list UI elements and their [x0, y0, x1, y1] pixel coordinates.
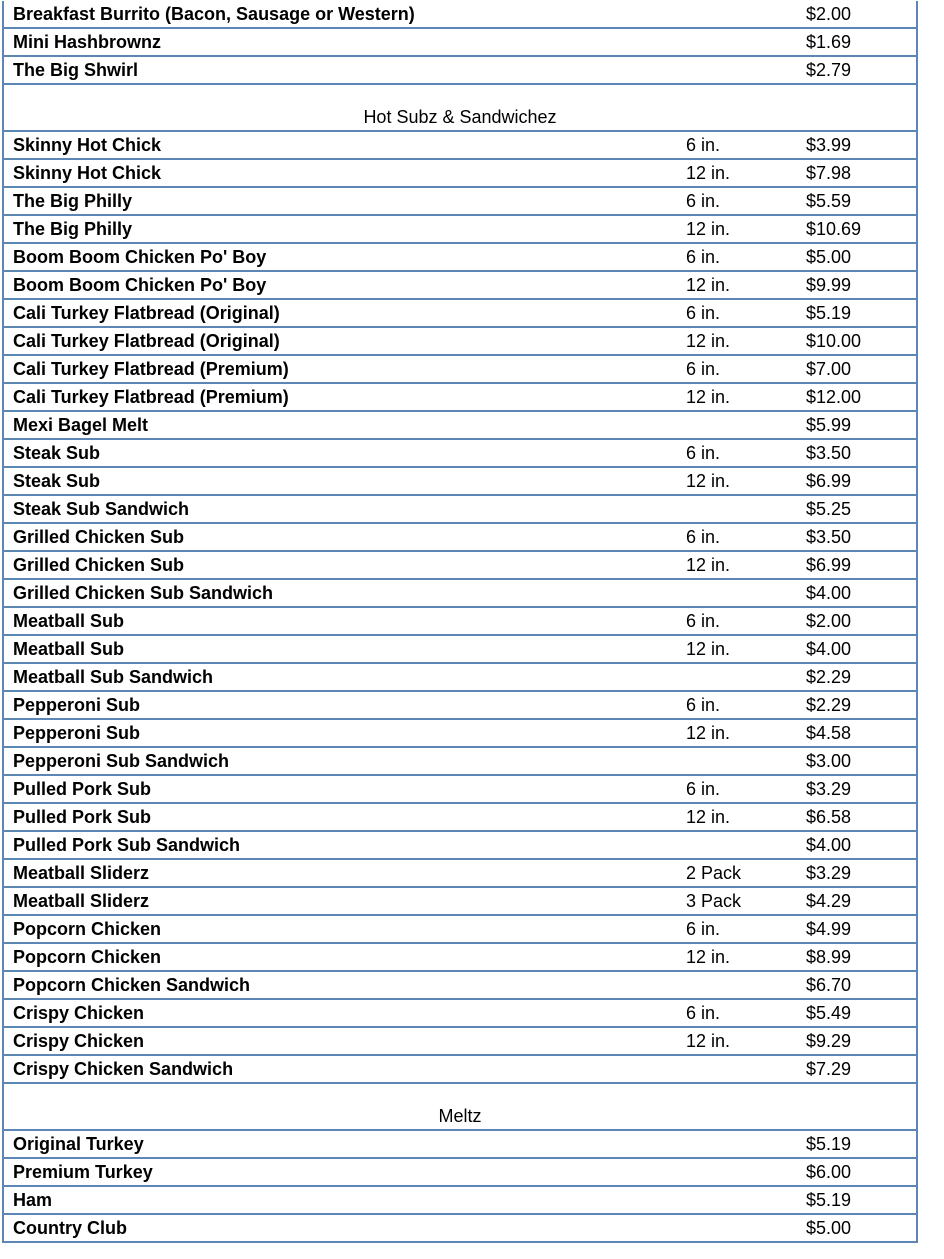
item-size: 6 in. [675, 299, 794, 327]
item-price: $3.00 [794, 747, 917, 775]
item-size [675, 663, 794, 691]
menu-item-row [3, 327, 917, 355]
item-name: Grilled Chicken Sub [3, 551, 675, 579]
menu-item-row [3, 999, 917, 1027]
item-name: Steak Sub [3, 467, 675, 495]
item-name: Cali Turkey Flatbread (Original) [3, 327, 675, 355]
item-name: The Big Philly [3, 215, 675, 243]
item-price: $4.29 [794, 887, 917, 915]
menu-item-row [3, 56, 917, 84]
item-name: The Big Philly [3, 187, 675, 215]
item-size: 12 in. [675, 719, 794, 747]
item-name: Ham [3, 1186, 675, 1214]
item-price: $6.99 [794, 551, 917, 579]
item-price: $7.98 [794, 159, 917, 187]
item-price: $5.19 [794, 299, 917, 327]
item-size: 6 in. [675, 355, 794, 383]
menu-item-row [3, 1214, 917, 1242]
menu-item-row [3, 439, 917, 467]
item-name: Meatball Sliderz [3, 859, 675, 887]
menu-item-row [3, 28, 917, 56]
item-name: Pulled Pork Sub Sandwich [3, 831, 675, 859]
item-name: Mexi Bagel Melt [3, 411, 675, 439]
item-size: 12 in. [675, 327, 794, 355]
menu-item-row [3, 299, 917, 327]
menu-item-row [3, 943, 917, 971]
item-size: 2 Pack [675, 859, 794, 887]
item-price: $9.99 [794, 271, 917, 299]
item-name: Crispy Chicken [3, 999, 675, 1027]
item-size: 3 Pack [675, 887, 794, 915]
menu-item-row [3, 859, 917, 887]
item-size [675, 495, 794, 523]
item-name: Premium Turkey [3, 1158, 675, 1186]
item-size [675, 747, 794, 775]
item-size [675, 1130, 794, 1158]
menu-item-row [3, 495, 917, 523]
item-size: 12 in. [675, 943, 794, 971]
item-name: Breakfast Burrito (Bacon, Sausage or Western) [3, 1, 675, 28]
menu-item-row [3, 1055, 917, 1083]
item-name: Steak Sub [3, 439, 675, 467]
item-size [675, 831, 794, 859]
item-price: $2.00 [794, 1, 917, 28]
menu-item-row [3, 831, 917, 859]
item-size: 12 in. [675, 271, 794, 299]
item-price: $5.00 [794, 1214, 917, 1242]
item-price: $5.19 [794, 1130, 917, 1158]
item-size [675, 1, 794, 28]
menu-item-row [3, 663, 917, 691]
item-name: Country Club [3, 1214, 675, 1242]
item-price: $2.79 [794, 56, 917, 84]
item-size: 12 in. [675, 215, 794, 243]
item-size [675, 1055, 794, 1083]
item-name: Pepperoni Sub Sandwich [3, 747, 675, 775]
menu-item-row [3, 355, 917, 383]
menu-item-row [3, 635, 917, 663]
item-price: $4.00 [794, 831, 917, 859]
item-price: $6.58 [794, 803, 917, 831]
item-name: Cali Turkey Flatbread (Premium) [3, 355, 675, 383]
section-title-hot-subz-sandwichez: Hot Subz & Sandwichez [3, 84, 917, 131]
item-size [675, 28, 794, 56]
item-size: 12 in. [675, 803, 794, 831]
item-price: $4.00 [794, 579, 917, 607]
item-price: $1.69 [794, 28, 917, 56]
menu-item-row [3, 887, 917, 915]
item-size: 6 in. [675, 999, 794, 1027]
menu-item-row [3, 747, 917, 775]
item-price: $4.99 [794, 915, 917, 943]
item-price: $3.99 [794, 131, 917, 159]
menu-item-row [3, 579, 917, 607]
section-header-row [3, 84, 917, 131]
item-name: Skinny Hot Chick [3, 159, 675, 187]
item-price: $4.00 [794, 635, 917, 663]
item-price: $2.29 [794, 663, 917, 691]
item-price: $5.99 [794, 411, 917, 439]
item-size: 6 in. [675, 691, 794, 719]
item-price: $3.50 [794, 523, 917, 551]
menu-item-row [3, 607, 917, 635]
item-price: $6.00 [794, 1158, 917, 1186]
section-header-row [3, 1083, 917, 1130]
item-name: Meatball Sub Sandwich [3, 663, 675, 691]
item-price: $3.29 [794, 859, 917, 887]
menu-item-row [3, 411, 917, 439]
item-size [675, 56, 794, 84]
item-price: $12.00 [794, 383, 917, 411]
item-name: Popcorn Chicken [3, 915, 675, 943]
item-price: $2.29 [794, 691, 917, 719]
menu-item-row [3, 131, 917, 159]
item-name: Meatball Sliderz [3, 887, 675, 915]
item-name: Original Turkey [3, 1130, 675, 1158]
item-size: 6 in. [675, 187, 794, 215]
item-size: 6 in. [675, 131, 794, 159]
item-size [675, 1186, 794, 1214]
item-price: $10.00 [794, 327, 917, 355]
item-name: Boom Boom Chicken Po' Boy [3, 243, 675, 271]
item-price: $2.00 [794, 607, 917, 635]
item-price: $3.29 [794, 775, 917, 803]
menu-item-row [3, 691, 917, 719]
menu-item-row [3, 523, 917, 551]
item-name: Popcorn Chicken Sandwich [3, 971, 675, 999]
item-name: Pulled Pork Sub [3, 775, 675, 803]
item-name: Grilled Chicken Sub [3, 523, 675, 551]
item-price: $7.00 [794, 355, 917, 383]
item-price: $5.19 [794, 1186, 917, 1214]
item-name: Pepperoni Sub [3, 691, 675, 719]
item-price: $5.00 [794, 243, 917, 271]
menu-item-row [3, 775, 917, 803]
item-price: $8.99 [794, 943, 917, 971]
item-name: Crispy Chicken [3, 1027, 675, 1055]
menu-item-row [3, 551, 917, 579]
item-price: $4.58 [794, 719, 917, 747]
item-size: 6 in. [675, 775, 794, 803]
item-size: 12 in. [675, 551, 794, 579]
item-name: The Big Shwirl [3, 56, 675, 84]
menu-item-row [3, 1, 917, 28]
item-name: Crispy Chicken Sandwich [3, 1055, 675, 1083]
item-name: Boom Boom Chicken Po' Boy [3, 271, 675, 299]
item-size: 6 in. [675, 439, 794, 467]
menu-item-row [3, 187, 917, 215]
item-name: Pulled Pork Sub [3, 803, 675, 831]
item-size: 6 in. [675, 607, 794, 635]
item-name: Mini Hashbrownz [3, 28, 675, 56]
menu-item-row [3, 159, 917, 187]
item-size: 6 in. [675, 243, 794, 271]
section-title-meltz: Meltz [3, 1083, 917, 1130]
item-size: 12 in. [675, 635, 794, 663]
menu-body [3, 1, 917, 1242]
menu-item-row [3, 719, 917, 747]
menu-item-row [3, 215, 917, 243]
menu-item-row [3, 243, 917, 271]
item-price: $10.69 [794, 215, 917, 243]
menu-item-row [3, 467, 917, 495]
item-price: $6.99 [794, 467, 917, 495]
item-size: 6 in. [675, 523, 794, 551]
item-price: $5.49 [794, 999, 917, 1027]
item-name: Popcorn Chicken [3, 943, 675, 971]
item-price: $6.70 [794, 971, 917, 999]
item-name: Pepperoni Sub [3, 719, 675, 747]
item-name: Steak Sub Sandwich [3, 495, 675, 523]
item-price: $9.29 [794, 1027, 917, 1055]
menu-item-row [3, 803, 917, 831]
item-name: Meatball Sub [3, 607, 675, 635]
menu-item-row [3, 383, 917, 411]
item-size: 12 in. [675, 1027, 794, 1055]
item-size [675, 579, 794, 607]
menu-item-row [3, 1186, 917, 1214]
item-name: Cali Turkey Flatbread (Original) [3, 299, 675, 327]
item-size [675, 1158, 794, 1186]
menu-table [2, 1, 918, 1243]
item-size [675, 1214, 794, 1242]
item-price: $5.59 [794, 187, 917, 215]
item-size [675, 411, 794, 439]
menu-item-row [3, 271, 917, 299]
menu-item-row [3, 1158, 917, 1186]
menu-item-row [3, 915, 917, 943]
item-name: Meatball Sub [3, 635, 675, 663]
item-price: $3.50 [794, 439, 917, 467]
item-name: Skinny Hot Chick [3, 131, 675, 159]
item-price: $7.29 [794, 1055, 917, 1083]
item-name: Grilled Chicken Sub Sandwich [3, 579, 675, 607]
menu-item-row [3, 1027, 917, 1055]
item-size: 12 in. [675, 467, 794, 495]
item-size: 6 in. [675, 915, 794, 943]
item-size: 12 in. [675, 383, 794, 411]
item-size [675, 971, 794, 999]
item-size: 12 in. [675, 159, 794, 187]
item-price: $5.25 [794, 495, 917, 523]
menu-item-row [3, 971, 917, 999]
menu-item-row [3, 1130, 917, 1158]
item-name: Cali Turkey Flatbread (Premium) [3, 383, 675, 411]
